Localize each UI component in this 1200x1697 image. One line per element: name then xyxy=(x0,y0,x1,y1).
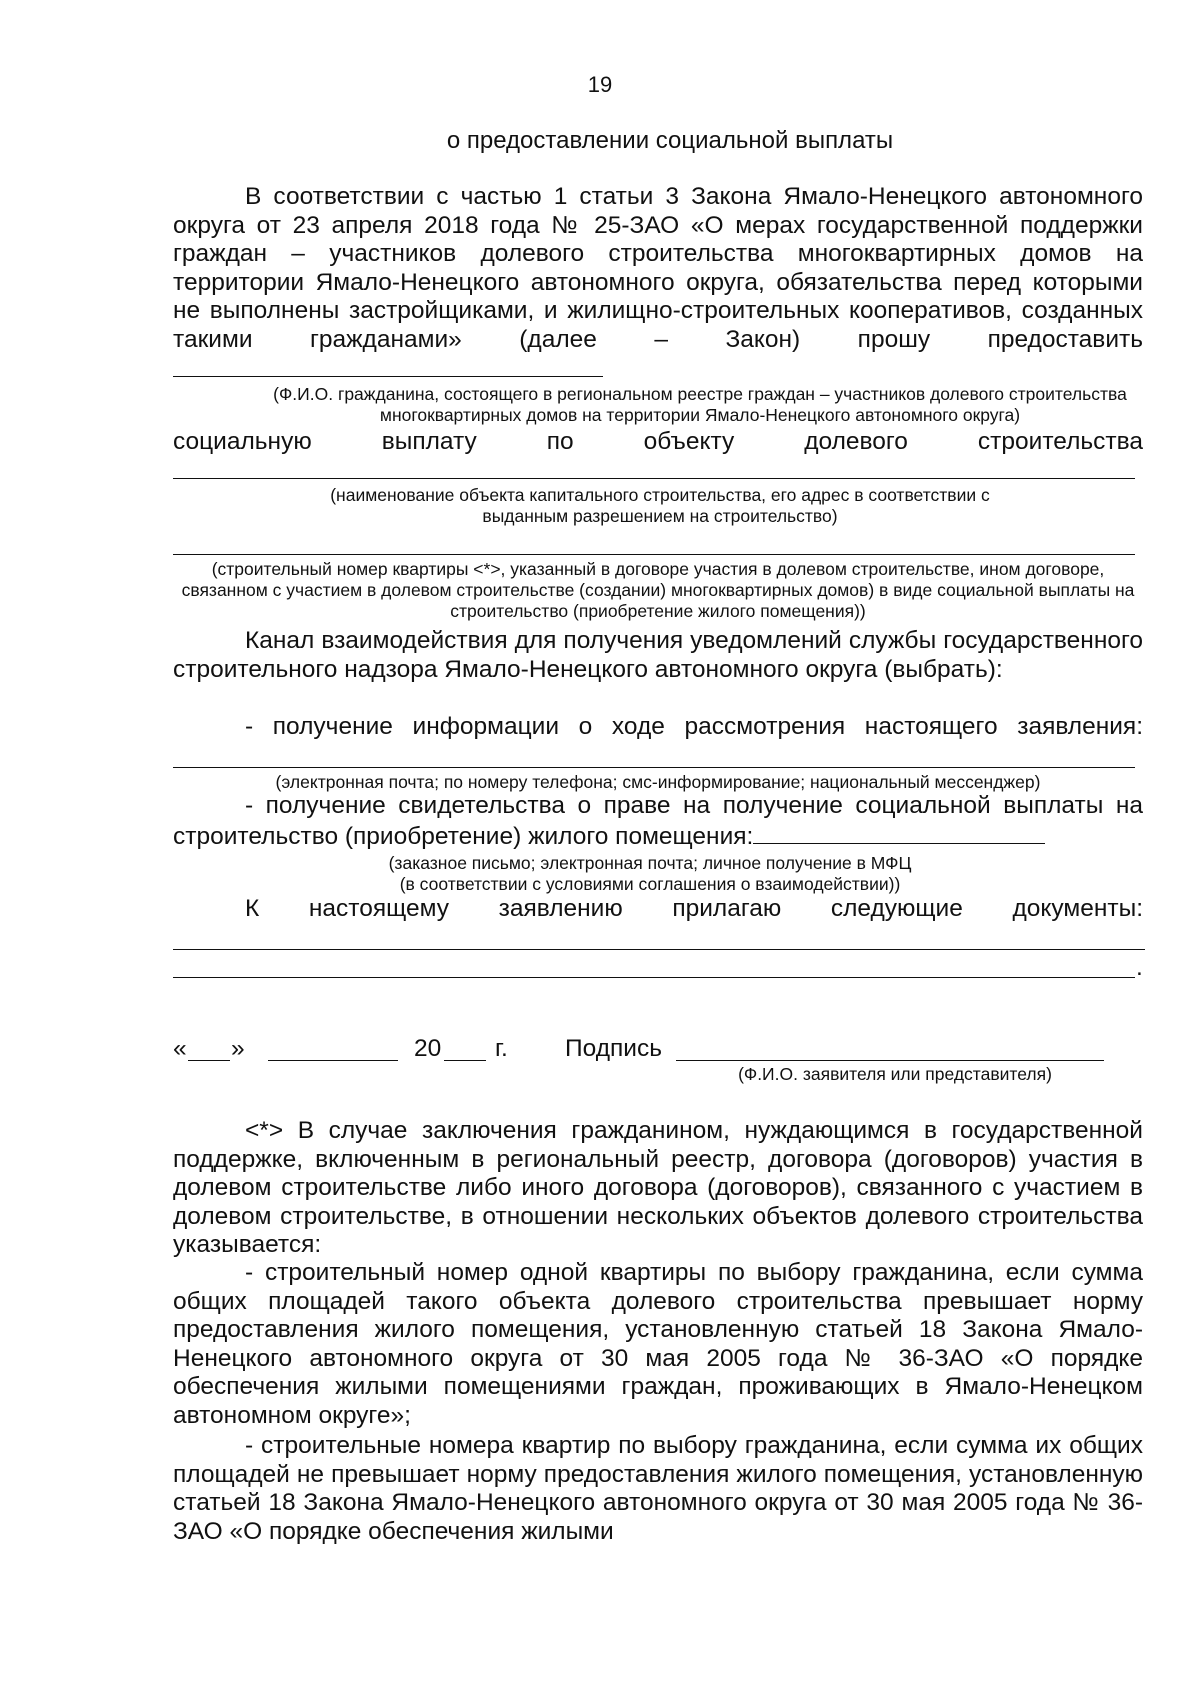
attach-fill-line-2[interactable] xyxy=(173,977,1135,978)
object-fill-line[interactable] xyxy=(173,478,1135,479)
delivery-note-2: (в соответствии с условиями соглашения о взаимодействии)) xyxy=(399,874,901,894)
certificate-fill-line[interactable] xyxy=(753,821,1045,844)
date-open: « xyxy=(173,1035,187,1062)
contacts-note: (электронная почта; по номеру телефона; смс-информирование; национальный мессенджер) xyxy=(275,772,1041,792)
intro-paragraph: В соответствии с частью 1 статьи 3 Закона Ямало-Ненецкого автономного округа от 23 апреля 2018 года № 25-ЗАО «О мерах государственной поддержки граждан – участников долевого строительства многоквартирных домов на территории Ямало-Ненецкого автономного округа, обязательства перед которыми не выполнены застройщиками, и жилищно-строительных кооперативов, созданных такими гражданами» (далее – Закон) прошу предоставить xyxy=(173,183,1143,385)
apartment-fill-line[interactable] xyxy=(173,554,1135,555)
bullet-certificate: - получение свидетельства о праве на получение социальной выплаты на строительство (приобретение) жилого помещения: xyxy=(173,792,1143,850)
footnote-paragraph: <*> В случае заключения гражданином, нуждающимся в государственной поддержке, включенным в региональный реестр, договора (договоров) участия в долевом строительстве либо иного договора (договоров), связанного с участием в долевом строительстве, в отношении нескольких объектов долевого строительства указывается: xyxy=(173,1117,1143,1258)
delivery-note-1: (заказное письмо; электронная почта; личное получение в МФЦ xyxy=(388,853,912,873)
payment-line: социальную выплату по объекту долевого строительства xyxy=(173,428,1143,455)
fio-fill-line[interactable] xyxy=(173,354,603,377)
document-title: о предоставлении социальной выплаты xyxy=(446,127,894,154)
attach-end: . xyxy=(1136,954,1143,981)
apartment-note: (строительный номер квартиры <*>, указанный в договоре участия в долевом строительстве, ином договоре, связанном с участием в долевом строительстве (создании) многоквартирных домов) в виде социальной выплаты на строительство (приобретение жилого помещения)) xyxy=(181,559,1135,621)
attach-fill-line-1[interactable] xyxy=(173,949,1145,950)
signature-label: Подпись xyxy=(565,1035,662,1062)
date-close: » xyxy=(231,1035,245,1062)
info-fill-line[interactable] xyxy=(173,767,1135,768)
year-prefix: 20 xyxy=(414,1035,442,1062)
footnote-bullet-1: - строительный номер одной квартиры по выбору гражданина, если сумма общих площадей такого объекта долевого строительства превышает норму предоставления жилого помещения, установленную статьей 18 Закона Ямало-Ненецкого автономного округа от 30 мая 2005 года № 36-ЗАО «О порядке обеспечения жилыми помещениями граждан, проживающих в Ямало-Ненецком автономном округе»; xyxy=(173,1259,1143,1429)
signature-fill-line[interactable] xyxy=(676,1060,1104,1061)
footnote-bullet-2: - строительные номера квартир по выбору гражданина, если сумма их общих площадей не превышает норму предоставления жилого помещения, установленную статьей 18 Закона Ямало-Ненецкого автономного округа от 30 мая 2005 года № 36-ЗАО «О порядке обеспечения жилыми xyxy=(173,1432,1143,1545)
object-note: (наименование объекта капитального строительства, его адрес в соответствии с выданным разрешением на строительство) xyxy=(330,485,990,526)
page-number: 19 xyxy=(587,72,613,97)
year-fill-line[interactable] xyxy=(444,1060,486,1061)
bullet-info: - получение информации о ходе рассмотрения настоящего заявления: xyxy=(245,713,1143,740)
year-suffix: г. xyxy=(495,1035,508,1062)
day-fill-line[interactable] xyxy=(188,1060,230,1061)
channel-paragraph: Канал взаимодействия для получения уведомлений службы государственного строительного надзора Ямало-Ненецкого автономного округа (выбрать): xyxy=(173,627,1143,683)
attach-line: К настоящему заявлению прилагаю следующие документы: xyxy=(245,895,1143,922)
fio-note: (Ф.И.О. гражданина, состоящего в региональном реестре граждан – участников долевого строительства многоквартирных домов на территории Ямало-Ненецкого автономного округа) xyxy=(273,384,1127,425)
month-fill-line[interactable] xyxy=(268,1060,398,1061)
signature-note: (Ф.И.О. заявителя или представителя) xyxy=(738,1064,1052,1084)
